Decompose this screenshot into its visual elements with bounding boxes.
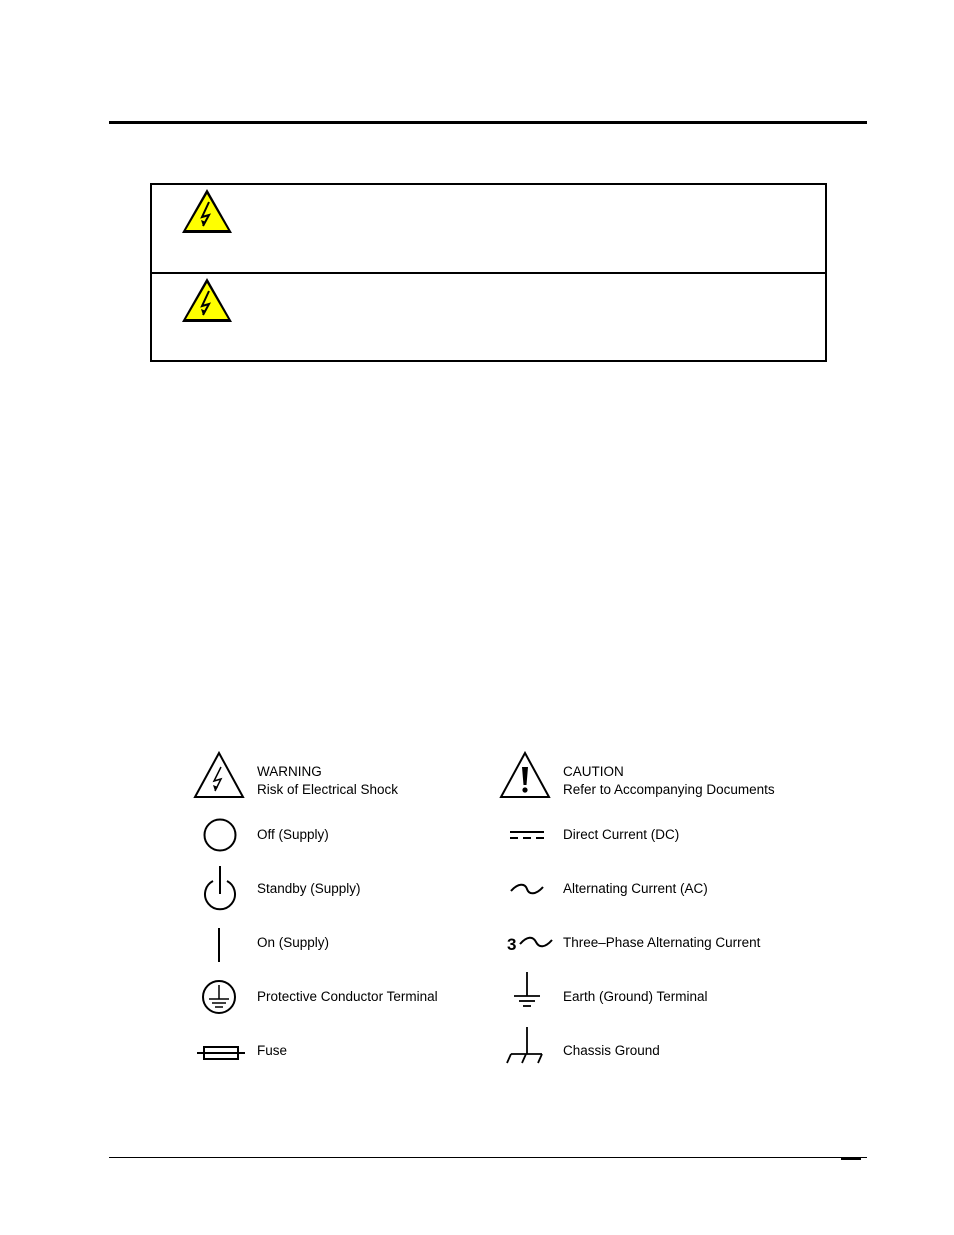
direct-current-label: Direct Current (DC) [563,827,680,842]
header-rule [109,121,867,124]
electric-shock-warning-icon [192,750,246,800]
alternating-current-icon [508,882,546,896]
caution-label [563,763,775,799]
direct-current-icon [508,828,546,842]
chassis-ground-label: Chassis Ground [563,1043,660,1058]
warning-row [152,185,825,272]
safety-symbols-table [188,746,788,1076]
symbol-description: Risk of Electrical Shock [257,782,399,797]
earth-ground-icon [512,972,542,1012]
symbol-title: CAUTION [563,764,624,779]
three-phase-ac-label: Three–Phase Alternating Current [563,935,761,950]
warning-box [150,183,827,362]
symbol-title: WARNING [257,764,322,779]
symbol-description: Refer to Accompanying Documents [563,782,775,797]
on-supply-icon [214,928,224,962]
warning-row [152,272,825,360]
warning-label [257,763,398,799]
electric-shock-warning-icon [179,186,235,236]
page-number-mark [841,1158,861,1160]
standby-supply-icon [202,864,238,916]
fuse-label: Fuse [257,1043,288,1058]
footer-rule [109,1157,867,1158]
off-supply-icon [202,817,238,853]
electric-shock-warning-icon [179,275,235,325]
alternating-current-label: Alternating Current (AC) [563,881,708,896]
off-supply-label: Off (Supply) [257,827,329,842]
caution-icon [498,750,552,800]
chassis-ground-icon [506,1027,546,1067]
standby-supply-label: Standby (Supply) [257,881,361,896]
protective-conductor-label: Protective Conductor Terminal [257,989,438,1004]
protective-conductor-icon [200,978,238,1016]
on-supply-label: On (Supply) [257,935,330,950]
three-phase-number: 3 [507,935,517,954]
earth-ground-label: Earth (Ground) Terminal [563,989,708,1004]
fuse-icon [197,1044,245,1062]
three-phase-ac-icon [519,935,553,949]
